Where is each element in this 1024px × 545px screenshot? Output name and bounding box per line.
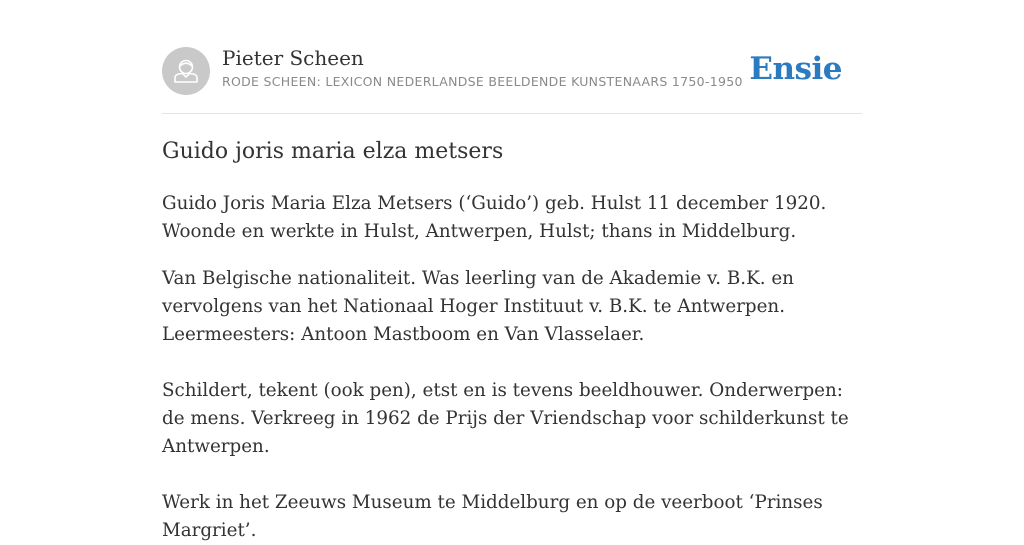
source-title[interactable]: RODE SCHEEN: LEXICON NEDERLANDSE BEELDENDE KUNSTENAARS 1750-1950: [222, 74, 743, 89]
header-divider: [162, 113, 862, 114]
author-header: [162, 46, 862, 96]
article-paragraph: Werk in het Zeeuws Museum te Middelburg en op de veerboot ‘Prinses Margriet’.: [162, 492, 823, 541]
article-title: Guido joris maria elza metsers: [162, 139, 504, 164]
ensie-logo[interactable]: Ensie: [749, 51, 842, 87]
author-avatar[interactable]: [162, 47, 210, 95]
article-paragraph: Van Belgische nationaliteit. Was leerling van de Akademie v. B.K. en vervolgens van het Nationaal Hoger Instituut v. B.K. te Antwerpen. Leermeesters: Antoon Mastboom en Van Vlasselaer.: [162, 268, 794, 345]
article-paragraph: Schildert, tekent (ook pen), etst en is tevens beeldhouwer. Onderwerpen: de mens. Verkreeg in 1962 de Prijs der Vriendschap voor schilderkunst te Antwerpen.: [162, 380, 849, 457]
article-paragraph: Guido Joris Maria Elza Metsers (‘Guido’) geb. Hulst 11 december 1920. Woonde en werkte in Hulst, Antwerpen, Hulst; thans in Middelburg.: [162, 193, 827, 242]
article-body: [162, 190, 862, 545]
author-name[interactable]: Pieter Scheen: [222, 46, 364, 70]
user-silhouette-icon: [162, 47, 210, 95]
